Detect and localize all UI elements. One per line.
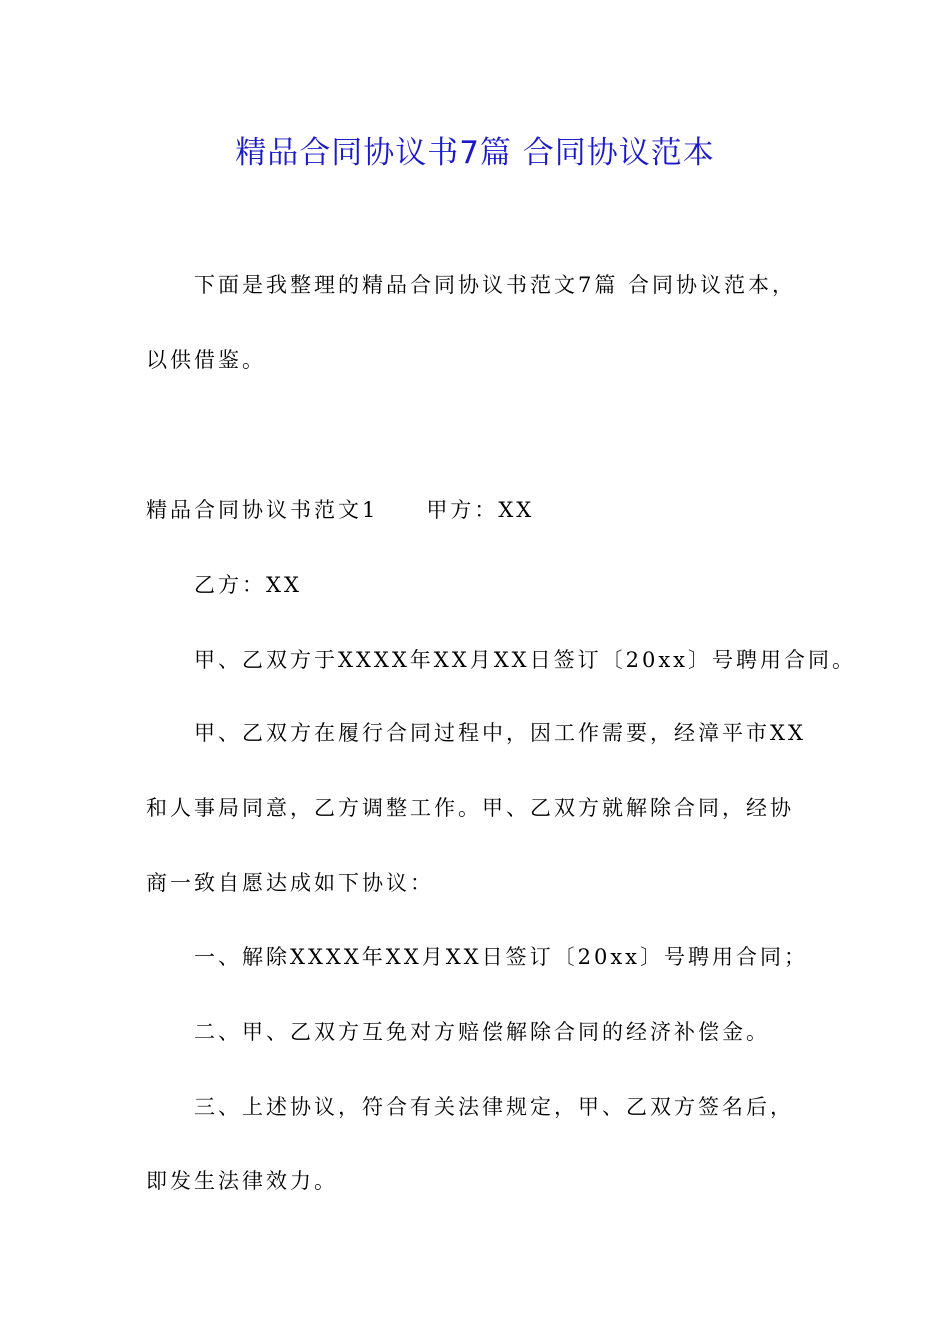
document-title: 精品合同协议书7篇 合同协议范本 [235, 135, 715, 171]
clause-1-line: 一、解除XXXX年XX月XX日签订〔20xx〕号聘用合同； [194, 945, 809, 969]
clause-3-continuation-line: 即发生法律效力。 [146, 1169, 338, 1193]
paragraph-line: 和人事局同意，乙方调整工作。甲、乙双方就解除合同，经协 [146, 796, 794, 820]
section-heading-line: 精品合同协议书范文1 甲方：XX [146, 498, 535, 522]
paragraph-line: 商一致自愿达成如下协议： [146, 871, 434, 895]
paragraph-line: 甲、乙双方于XXXX年XX月XX日签订〔20xx〕号聘用合同。 [194, 648, 857, 672]
clause-2-line: 二、甲、乙双方互免对方赔偿解除合同的经济补偿金。 [194, 1020, 770, 1044]
paragraph-intro-line-1: 下面是我整理的精品合同协议书范文7篇 合同协议范本， [194, 273, 797, 297]
party-b-line: 乙方：XX [194, 573, 302, 597]
paragraph-line: 甲、乙双方在履行合同过程中，因工作需要，经漳平市XX [194, 721, 806, 745]
paragraph-intro-line-2: 以供借鉴。 [146, 348, 266, 372]
clause-3-line: 三、上述协议，符合有关法律规定，甲、乙双方签名后， [194, 1095, 794, 1119]
